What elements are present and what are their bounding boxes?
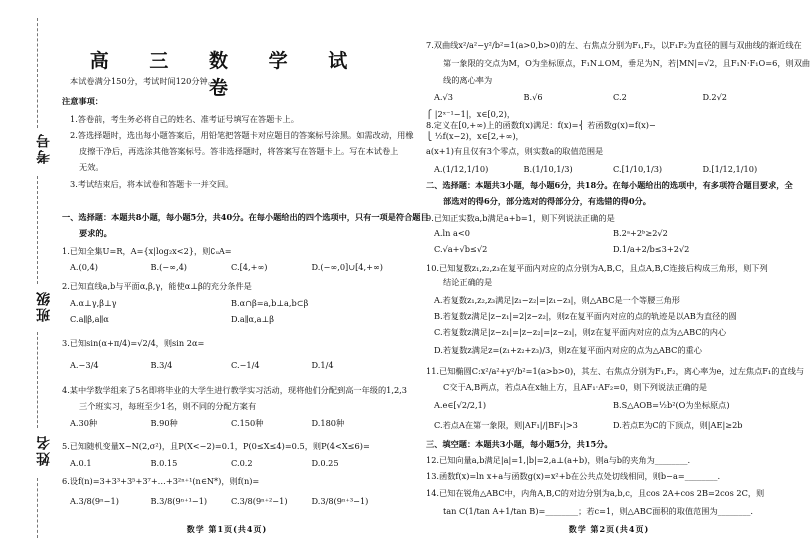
note-line: 无效。 [79,162,104,172]
question-9-options [434,228,792,239]
option: A.√3 [434,92,453,102]
question-10: 结论正确的是 [443,277,493,287]
question-4-options [70,418,392,429]
binding-margin [8,0,52,551]
option: A.e∈[√2/2,1) [434,400,487,410]
option: D.a∥α,a⊥β [231,314,274,324]
option: B.3/4 [150,360,173,370]
question-4: 4.某中学数学组来了5名即将毕业的大学生进行教学实习活动，现将他们分配到高一年级的1,2,3 [62,385,407,395]
note-line: 皮擦干净后，再选涂其他答案标号。答非选择题时，将答案写在答题卡上。写在本试卷上 [79,146,399,156]
question-6-options [70,496,392,507]
section2-header: 部选对的得6分，部分选对的得部分分，有选错的得0分。 [443,196,651,206]
option: B.3/8(9ⁿ⁺¹−1) [150,496,208,506]
question-14: tan C(1/tan A+1/tan B)=________；若c=1，则△ABC面积的取值范围为________. [443,506,754,516]
notes-header: 注意事项： [62,96,103,106]
question-3-options [70,360,392,371]
question-9: 9.已知正实数a,b满足a+b=1，则下列说法正确的是 [426,213,615,223]
option: A.ln a<0 [434,228,470,238]
margin-dashed-line [37,18,38,128]
question-8-options [434,164,792,175]
question-10-option: D.若复数z满足z=(z₁+z₂+z₃)/3，则z在复平面内对应的点为△ABC的重心 [434,345,702,355]
question-2-options [70,314,392,325]
question-1: 1.已知全集U=R，A={x|log₂x<2}，则∁ᵤA= [62,246,232,256]
exam-intro: 本试卷满分150分，考试时间120分钟。 [70,76,216,86]
question-11-options [434,420,792,431]
option: D.1/a+2/b≤3+2√2 [613,244,690,254]
option: D.(−∞,0]∪[4,+∞) [311,262,383,272]
section1-header: 要求的。 [79,228,112,238]
question-8: a(x+1)有且仅有3个零点，则实数a的取值范围是 [426,146,604,156]
option: D.[1/12,1/10) [702,164,758,174]
option: D.180种 [311,418,345,428]
option: B.α∩β=a,b⊥a,b⊂β [231,298,309,308]
question-4: 三个班实习，每班至少1名，则不同的分配方案有 [79,401,257,411]
option: C.3/8(9ⁿ⁺²−1) [231,496,288,506]
option: C.−1/4 [231,360,260,370]
option: B.0.15 [150,458,178,468]
option: B.S△AOB=½b²(O为坐标原点) [613,400,730,410]
question-11-options [434,400,792,411]
option: A.α⊥γ,β⊥γ [70,298,117,308]
class-label: 班级 [36,290,52,322]
option: A.30种 [70,418,98,428]
page-footer: 数学 第2页(共4页) [568,524,650,534]
option: A.0.1 [70,458,92,468]
option: B.(−∞,4) [150,262,187,272]
section3-header: 三、填空题：本题共3小题，每小题5分，共15分。 [426,439,613,449]
question-2: 2.已知直线a,b与平面α,β,γ，能使α⊥β的充分条件是 [62,281,252,291]
option: C.[1/10,1/3) [613,164,663,174]
question-5: 5.已知随机变量X~N(2,σ²)，且P(X<−2)=0.1，P(0≤X≤4)=0.5，则P(4<X≤6)= [62,441,370,451]
option: B.2ᵃ+2ᵇ≥2√2 [613,228,668,238]
exam-number-label: 考号 [36,132,52,164]
margin-dashed-line [37,332,38,428]
question-7-options [434,92,792,103]
question-11: 11.已知椭圆C:x²/a²+y²/b²=1(a>b>0)，其左、右焦点分别为F₁,F₂，离心率为e，过左焦点F₁的直线与 [426,366,805,376]
margin-dashed-line [37,478,38,538]
name-label: 姓名 [36,434,52,466]
page-footer: 数学 第1页(共4页) [186,524,268,534]
question-8: ⎧ |2ˣ⁻¹−1|，x∈[0,2)， [426,109,516,119]
right-page [402,0,810,551]
note-line: 1.答卷前，考生务必将自己的姓名、准考证号填写在答题卡上。 [70,114,299,124]
question-1-options [70,262,392,273]
question-7: 7.双曲线x²/a²−y²/b²=1(a>0,b>0)的左、右焦点分别为F₁,F₂，以F₁F₂为直径的圆与双曲线的渐近线在 [426,40,802,50]
option: C.2 [613,92,627,102]
option: A.−3/4 [70,360,99,370]
option: C.0.2 [231,458,253,468]
question-8: ⎩ ½f(x−2)，x∈[2,+∞)， [426,131,524,141]
option: D.0.25 [311,458,339,468]
question-7: 线的离心率为 [443,75,493,85]
option: D.1/4 [311,360,334,370]
margin-dashed-line [37,176,38,284]
question-2-options [70,298,392,309]
option: C.a∥β,a∥α [70,314,109,324]
question-10-option: C.若复数z满足|z−z₁|=|z−z₂|=|z−z₃|，则z在复平面内对应的点为△ABC的内心 [434,327,727,337]
option: C.150种 [231,418,264,428]
question-3: 3.已知sin(α+π/4)=√2/4，则sin 2α= [62,338,205,348]
question-10: 10.已知复数z₁,z₂,z₃在复平面内对应的点分别为A,B,C，且点A,B,C连接后构成三角形，则下列 [426,263,768,273]
option: B.(1/10,1/3) [523,164,573,174]
question-7: 第一象限的交点为M，O为坐标原点，F₁N⊥OM，垂足为N，若|MN|=√2，且F₁N·F₁O=6，则双曲 [443,58,810,68]
section1-header: 一、选择题：本题共8小题，每小题5分，共40分。在每小题给出的四个选项中，只有一项是符合题目 [62,212,429,222]
exam-title: 高 三 数 学 试 卷 [89,50,365,99]
question-9-options [434,244,792,255]
section2-header: 二、选择题：本题共3小题，每小题6分，共18分。在每小题给出的选项中，有多项符合题目要求，全 [426,180,793,190]
question-6: 6.设f(n)=3+3³+3⁵+3⁷+…+3²ⁿ⁺¹(n∈N*)，则f(n)= [62,476,260,486]
option: A.(0,4) [70,262,98,272]
option: C.[4,+∞) [231,262,268,272]
question-11: C交于A,B两点，若点A在x轴上方，且AF₁·AF₂=0，则下列说法正确的是 [443,382,708,392]
question-8: 8.定义在[0,+∞)上的函数f(x)满足：f(x)=⎨ 若函数g(x)=f(x)− [426,120,656,130]
option: C.√a+√b≤√2 [434,244,488,254]
option: C.若点A在第一象限，则|AF₁|/|BF₁|>3 [434,420,578,430]
question-13: 13.函数f(x)=ln x+a与函数g(x)=x²+b在公共点处切线相同，则b−a=________. [426,471,721,481]
option: D.2√2 [702,92,728,102]
question-12: 12.已知向量a,b满足|a|=1,|b|=2,a⊥(a+b)，则a与b的夹角为________. [426,455,691,465]
question-10-option: A.若复数z₁,z₂,z₃满足|z₁−z₂|=|z₁−z₃|，则△ABC是一个等腰三角形 [434,295,680,305]
option: B.√6 [523,92,543,102]
option: D.若点E为C的下顶点，则|AE|≥2b [613,420,743,430]
option: D.3/8(9ⁿ⁺³−1) [311,496,369,506]
question-5-options [70,458,392,469]
note-line: 2.答选择题时，选出每小题答案后，用铅笔把答题卡对应题目的答案标号涂黑。如需改动，用橡 [70,130,414,140]
option: B.90种 [150,418,178,428]
option: A.3/8(9ⁿ−1) [70,496,119,506]
question-10-option: B.若复数z满足|z−z₁|=2|z−z₂|，则z在复平面内对应的点的轨迹是以AB为直径的圆 [434,311,737,321]
question-14: 14.已知在锐角△ABC中，内角A,B,C的对边分别为a,b,c，且cos 2A+cos 2B=2cos 2C，则 [426,488,765,498]
option: A.(1/12,1/10) [434,164,489,174]
note-line: 3.考试结束后，将本试卷和答题卡一并交回。 [70,179,234,189]
